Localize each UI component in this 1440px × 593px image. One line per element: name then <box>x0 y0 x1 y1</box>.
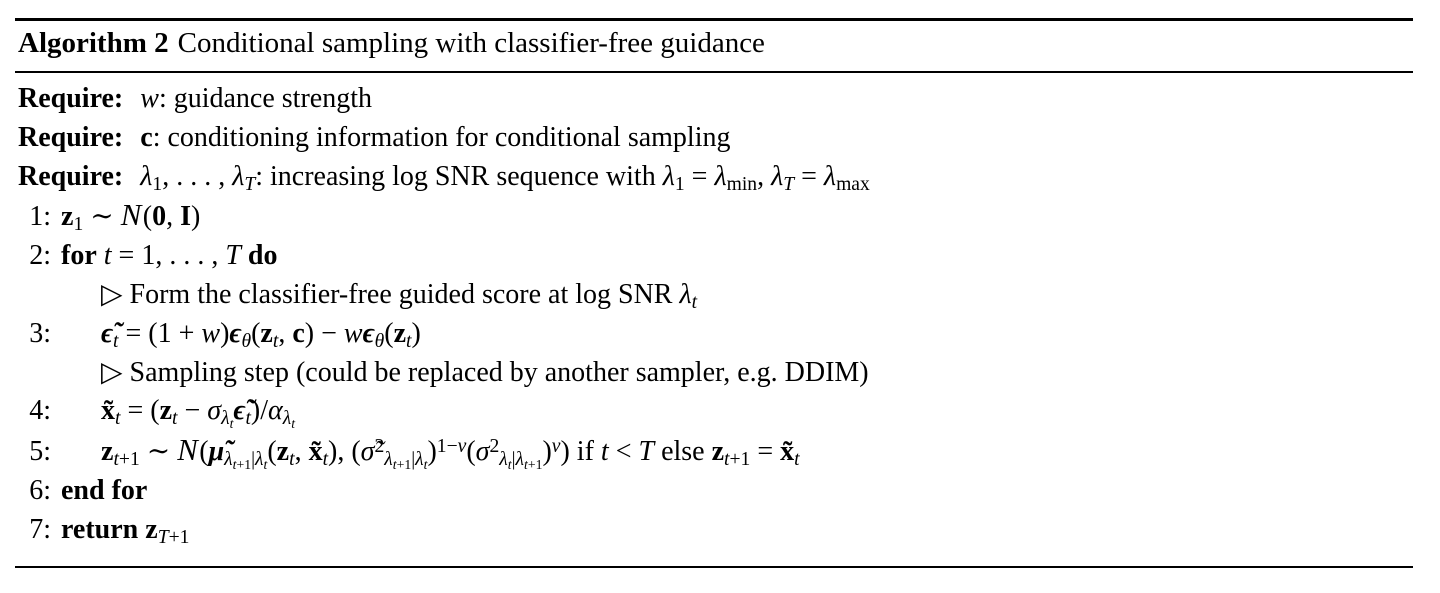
code-line <box>15 392 1413 431</box>
line-content: return $z_{T+1}$ <box>61 513 190 548</box>
line-number: 7: <box>29 513 51 545</box>
algorithm-header <box>15 18 1413 73</box>
line-number: 1: <box>29 201 51 233</box>
line-content: $\epsiloñ_t = (1 + w)\epsilon_\theta(z_t$, $c) - w\epsilon_\theta(z_t)$ <box>101 317 421 352</box>
line-content: $z_1$ ∼ N(0, I) <box>61 198 201 236</box>
line-number: 6: <box>29 474 51 506</box>
algorithm-label: Algorithm 2 <box>18 27 169 59</box>
line-content: end for <box>61 474 148 506</box>
require-line <box>15 158 1413 197</box>
line-content: $x̃_t = (z_t$ − $\sigma_{\lambda_t}\epsiloñ_t)/\alpha_{\lambda_t}$ <box>101 395 296 432</box>
code-line <box>15 472 1413 511</box>
algorithm-body <box>15 73 1413 568</box>
require-content: $\lambda_1$, . . . , $\lambda_T$: increasing log SNR sequence with $\lambda_1 = \lambda_{min}$, $\lambda_T = \lambda_{max}$ <box>140 160 870 195</box>
code-line <box>15 196 1413 237</box>
code-line <box>15 511 1413 550</box>
require-line <box>15 119 1413 158</box>
line-number: 3: <box>29 317 51 349</box>
algorithm-block <box>15 18 1413 568</box>
line-content: for t = 1, . . . , T do <box>61 240 278 272</box>
line-number: 4: <box>29 395 51 427</box>
require-line <box>15 80 1413 119</box>
comment-line <box>15 276 1413 315</box>
comment-line <box>15 354 1413 393</box>
code-line <box>15 315 1413 354</box>
line-number: 5: <box>29 436 51 468</box>
algorithm-title: Conditional sampling with classifier-free guidance <box>177 27 765 59</box>
require-content: c: conditioning information for conditional sampling <box>140 121 731 153</box>
line-content: $z_{t+1}$ ∼ $N(\mũ_{\lambda_{t+1}|\lambda_t}(z_t$, $x̃_t$), $(\sigmã^2_{\lambda_{t+1}|\lambda_t})^{1-v}(\sigma^2_{\lambda_t|\lambda_{t+1}})^v$) if t < T else $z_{t+1}$ = $x̃_t$ <box>101 433 800 472</box>
line-content: ▷ Form the classifier-free guided score at log SNR $\lambda_t$ <box>101 278 698 314</box>
require-content: w: guidance strength <box>140 83 372 114</box>
require-keyword: Require: <box>18 160 124 192</box>
require-keyword: Require: <box>18 121 124 153</box>
line-number: 2: <box>29 240 51 272</box>
code-line <box>15 431 1413 472</box>
code-line <box>15 237 1413 276</box>
require-keyword: Require: <box>18 83 124 114</box>
line-content: ▷ Sampling step (could be replaced by another sampler, e.g. DDIM) <box>101 356 869 388</box>
